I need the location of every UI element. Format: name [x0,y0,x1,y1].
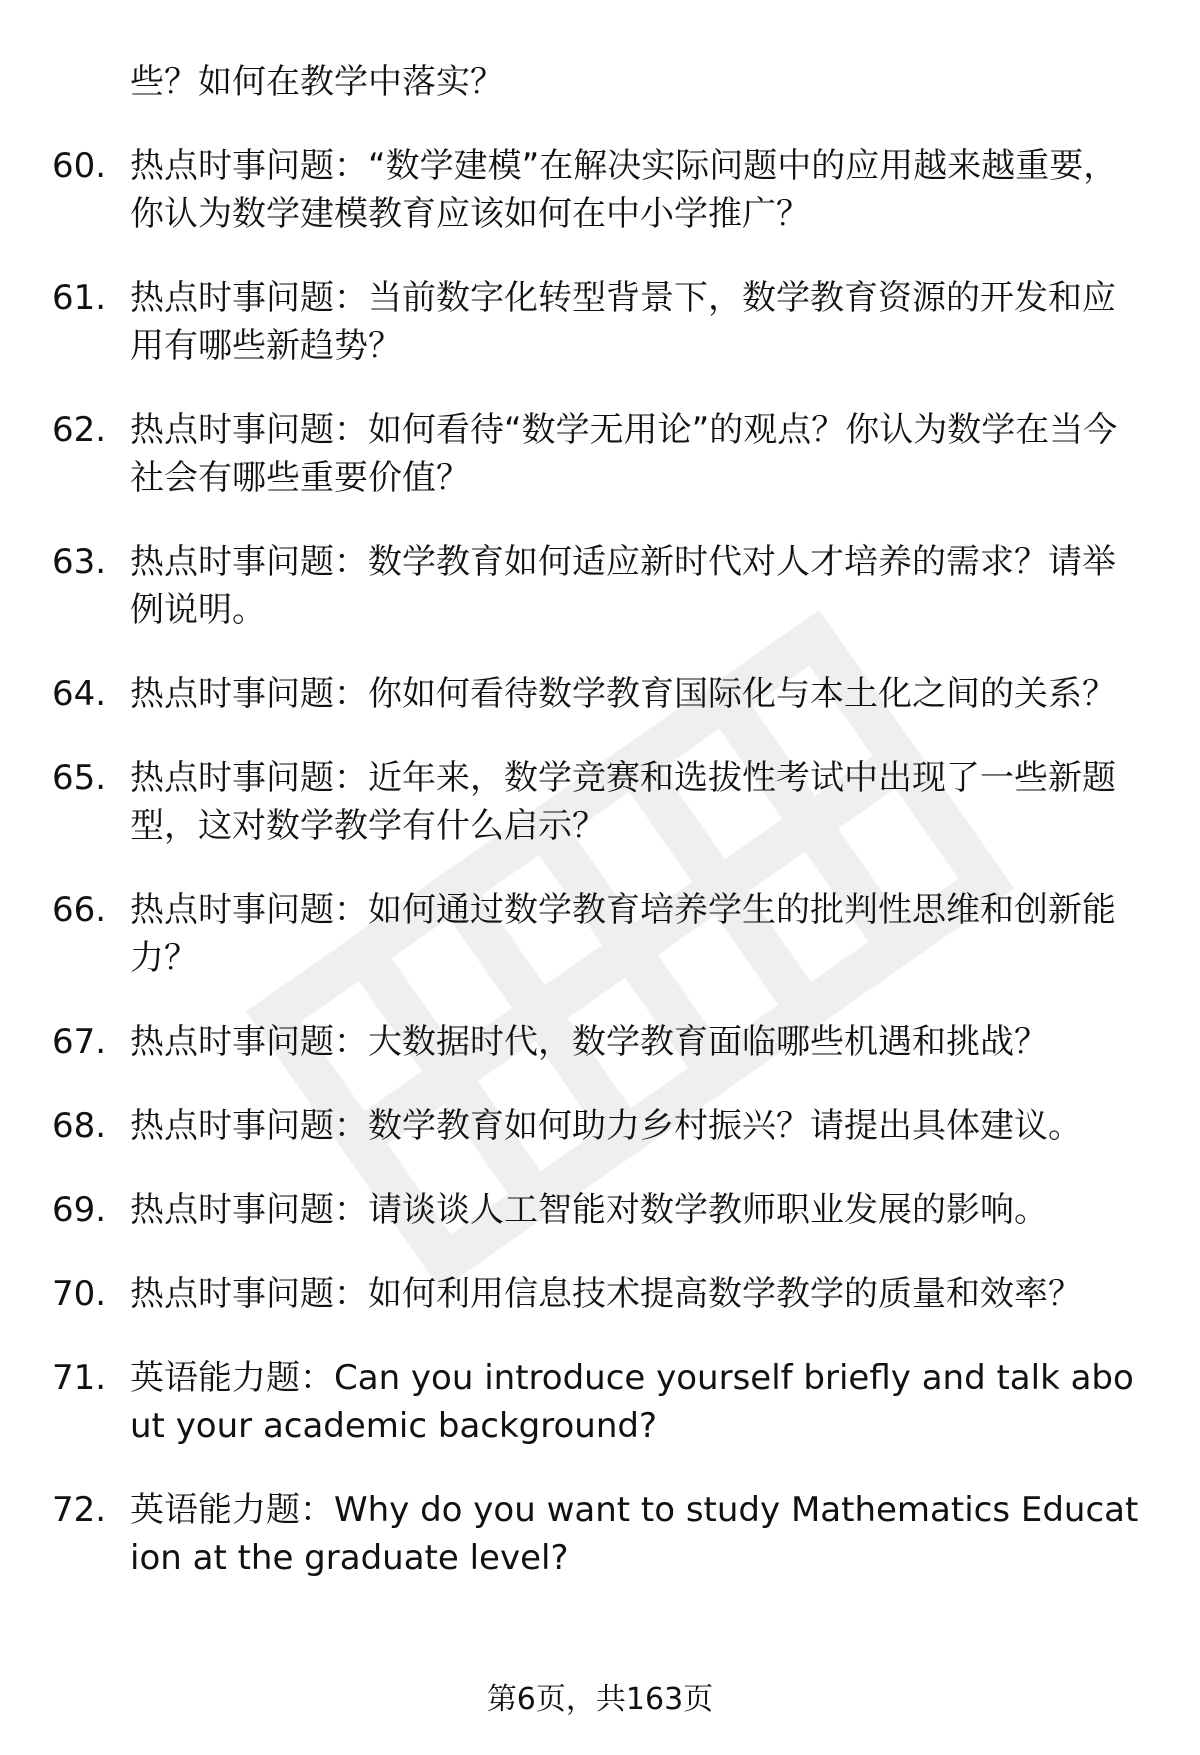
question-text: 热点时事问题：如何通过数学教育培养学生的批判性思维和创新能力？ [130,890,1116,978]
question-text: 热点时事问题：当前数字化转型背景下，数学教育资源的开发和应用有哪些新趋势？ [130,278,1116,366]
question-list [0,58,1200,1618]
question-text: 热点时事问题：如何利用信息技术提高数学教学的质量和效率？ [130,1274,1082,1314]
page-footer [0,1680,1200,1720]
question-number: 61. [52,278,107,318]
question-number: 65. [52,758,107,798]
question-item-continued [0,58,1200,106]
question-item-68 [0,1102,1200,1150]
question-item-63 [0,538,1200,634]
question-number: 63. [52,542,107,582]
question-item-66 [0,886,1200,982]
question-text: 热点时事问题：近年来，数学竞赛和选拔性考试中出现了一些新题型，这对数学教学有什么启示？ [130,758,1116,846]
question-number: 72. [52,1490,107,1530]
question-number: 67. [52,1022,107,1062]
question-item-60 [0,142,1200,238]
question-item-72 [0,1486,1200,1582]
question-text: 热点时事问题：大数据时代，数学教育面临哪些机遇和挑战？ [130,1022,1048,1062]
question-text: 英语能力题：Why do you want to study Mathematics Education at the graduate level? [130,1490,1139,1578]
question-item-65 [0,754,1200,850]
question-item-61 [0,274,1200,370]
question-text: 热点时事问题：请谈谈人工智能对数学教师职业发展的影响。 [130,1190,1048,1230]
question-number: 64. [52,674,107,714]
question-item-71 [0,1354,1200,1450]
question-number: 70. [52,1274,107,1314]
question-item-64 [0,670,1200,718]
question-text: 热点时事问题：数学教育如何适应新时代对人才培养的需求？请举例说明。 [130,542,1116,630]
question-item-62 [0,406,1200,502]
question-number: 68. [52,1106,107,1146]
question-number: 60. [52,146,107,186]
question-item-70 [0,1270,1200,1318]
question-text: 热点时事问题：如何看待“数学无用论”的观点？你认为数学在当今社会有哪些重要价值？ [130,410,1118,498]
question-text: 些？如何在教学中落实？ [130,62,504,102]
question-text: 英语能力题：Can you introduce yourself briefly and talk about your academic background? [130,1358,1134,1446]
question-text: 热点时事问题：“数学建模”在解决实际问题中的应用越来越重要，你认为数学建模教育应该如何在中小学推广？ [130,146,1118,234]
question-number: 62. [52,410,107,450]
question-number: 66. [52,890,107,930]
question-text: 热点时事问题：你如何看待数学教育国际化与本土化之间的关系？ [130,674,1116,714]
question-number: 69. [52,1190,107,1230]
question-text: 热点时事问题：数学教育如何助力乡村振兴？请提出具体建议。 [130,1106,1082,1146]
question-item-67 [0,1018,1200,1066]
question-item-69 [0,1186,1200,1234]
page-number-label: 第6页，共163页 [486,1682,714,1717]
question-number: 71. [52,1358,107,1398]
